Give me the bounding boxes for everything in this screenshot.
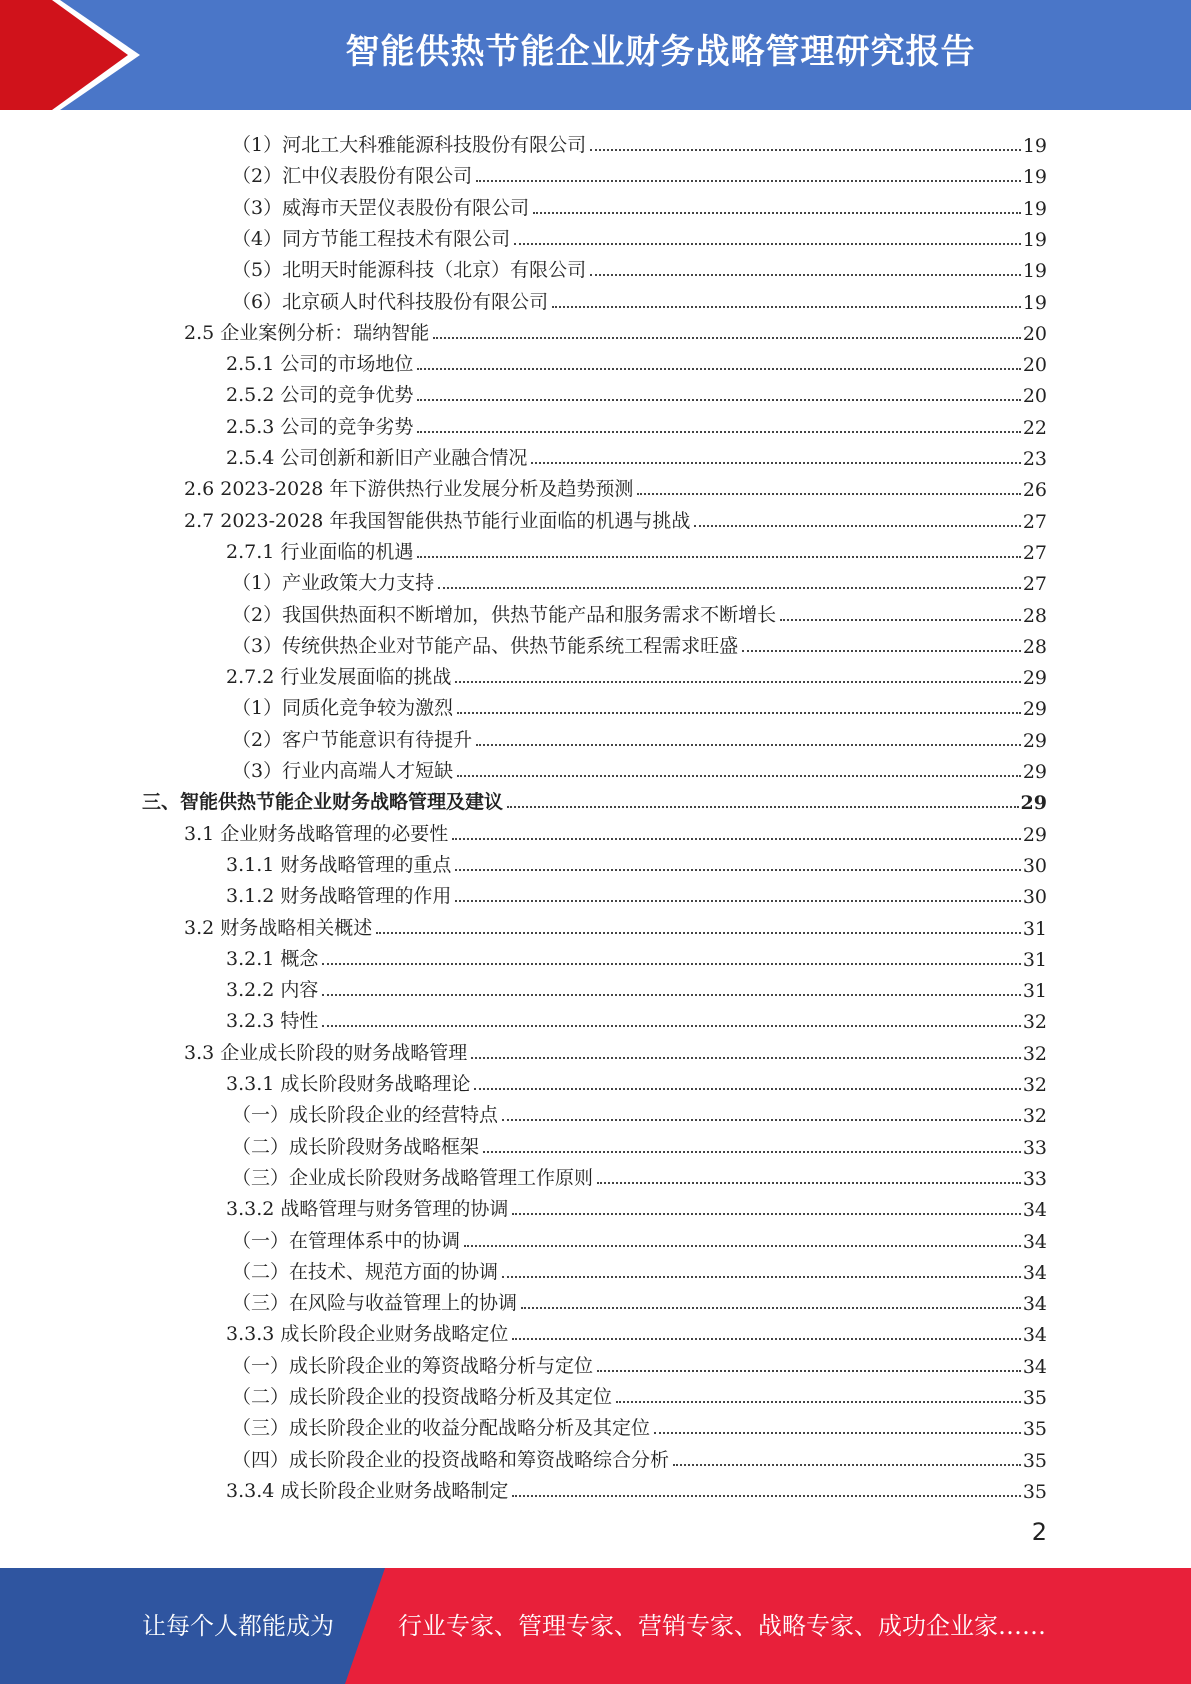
toc-entry-page: 20 [1022,354,1047,377]
toc-dot-leader [417,399,1020,401]
toc-entry-label: （1）产业政策大力支持 [232,572,435,595]
toc-entry[interactable] [232,564,1047,595]
toc-entry[interactable] [142,783,1047,814]
toc-entry-page: 29 [1022,761,1047,783]
toc-dot-leader [502,1276,1021,1278]
toc-dot-leader [483,1151,1021,1153]
toc-dot-leader [476,180,1021,182]
toc-entry-label: （三）企业成长阶段财务战略管理工作原则 [232,1166,594,1189]
toc-dot-leader [452,838,1021,840]
toc-entry-page: 35 [1022,1387,1047,1409]
toc-entry[interactable] [232,189,1047,220]
toc-dot-leader [521,1307,1021,1309]
toc-entry-label: 3.2 财务战略相关概述 [184,916,373,939]
toc-entry-page: 26 [1022,479,1047,502]
toc-entry[interactable] [226,1472,1047,1503]
toc-entry-page: 27 [1022,541,1047,564]
toc-entry-page: 29 [1022,823,1047,846]
toc-dot-leader [590,149,1021,151]
toc-entry-label: 3.3.2 战略管理与财务管理的协调 [226,1198,509,1221]
toc-entry-label: 2.7.2 行业发展面临的挑战 [226,666,452,689]
toc-entry-page: 34 [1022,1293,1047,1316]
toc-entry[interactable] [226,376,1047,407]
toc-entry-label: 3.1.2 财务战略管理的作用 [226,885,452,908]
page-header [0,0,1191,110]
toc-entry-page: 30 [1022,886,1047,909]
toc-entry[interactable] [226,1002,1047,1033]
toc-entry-label: 2.5.2 公司的竞争优势 [226,384,414,407]
report-title: 智能供热节能企业财务战略管理研究报告 [345,32,976,72]
toc-entry-page: 19 [1022,197,1047,220]
toc-entry-label: （6）北京硕人时代科技股份有限公司 [232,290,549,313]
toc-entry-page: 27 [1022,510,1047,533]
toc-entry-page: 31 [1022,948,1047,971]
toc-entry-label: （1）同质化竞争较为激烈 [232,697,454,720]
toc-entry-label: （2）汇中仪表股份有限公司 [232,165,473,188]
toc-entry-page: 35 [1022,1418,1047,1441]
toc-entry[interactable] [184,502,1047,533]
toc-entry[interactable] [232,1128,1047,1159]
toc-entry-label: （2）我国供热面积不断增加，供热节能产品和服务需求不断增长 [232,603,777,626]
toc-entry-label: 2.7 2023-2028 年我国智能供热节能行业面临的机遇与挑战 [184,509,691,532]
toc-dot-leader [742,650,1021,652]
toc-entry[interactable] [226,345,1047,376]
toc-entry-page: 34 [1022,1324,1047,1347]
toc-entry[interactable] [232,283,1047,314]
toc-entry-page: 19 [1022,260,1047,283]
toc-entry-label: （2）客户节能意识有待提升 [232,728,473,751]
toc-entry-label: （二）在技术、规范方面的协调 [232,1260,499,1283]
toc-dot-leader [464,1245,1021,1247]
toc-entry-page: 19 [1022,135,1047,157]
toc-entry-label: 3.1 企业财务战略管理的必要性 [184,822,449,845]
toc-entry[interactable] [232,627,1047,658]
toc-entry[interactable] [184,314,1047,345]
toc-entry-page: 35 [1022,1449,1047,1472]
toc-entry-page: 32 [1022,1105,1047,1128]
toc-entry-label: 三、智能供热节能企业财务战略管理及建议 [142,791,504,814]
toc-entry[interactable] [232,251,1047,282]
toc-entry-page: 19 [1022,166,1047,189]
toc-entry-label: 3.3.1 成长阶段财务战略理论 [226,1073,471,1095]
toc-entry-label: （3）威海市天罡仪表股份有限公司 [232,196,530,219]
toc-dot-leader [590,274,1021,276]
toc-entry-label: 3.3 企业成长阶段的财务战略管理 [184,1041,468,1064]
toc-dot-leader [507,806,1019,808]
toc-entry[interactable] [226,408,1047,439]
footer-slogan-left: 让每个人都能成为 [142,1612,334,1640]
toc-entry[interactable] [184,1034,1047,1065]
toc-entry[interactable] [226,877,1047,908]
toc-entry-page: 29 [1022,729,1047,752]
toc-dot-leader [417,556,1020,558]
toc-entry[interactable] [226,846,1047,877]
toc-dot-leader [552,306,1021,308]
toc-entry[interactable] [232,1378,1047,1409]
toc-entry-page: 34 [1022,1199,1047,1222]
toc-entry[interactable] [232,1441,1047,1472]
toc-entry-page: 35 [1022,1480,1047,1503]
toc-entry-label: （5）北明天时能源科技（北京）有限公司 [232,259,587,282]
toc-entry-page: 29 [1022,667,1047,690]
toc-entry-label: （二）成长阶段企业的投资战略分析及其定位 [232,1386,613,1408]
toc-entry-page: 28 [1022,635,1047,658]
toc-entry[interactable] [184,909,1047,940]
toc-dot-leader [597,1370,1021,1372]
toc-dot-leader [322,994,1020,996]
toc-dot-leader [376,932,1021,934]
toc-entry-page: 34 [1022,1230,1047,1253]
toc-dot-leader [502,1119,1021,1121]
toc-entry-label: 2.5 企业案例分析：瑞纳智能 [184,321,430,344]
toc-entry-page: 34 [1022,1261,1047,1284]
toc-dot-leader [471,1057,1021,1059]
toc-entry-page: 31 [1022,917,1047,940]
toc-entry[interactable] [226,533,1047,564]
toc-entry-label: 3.2.1 概念 [226,947,319,970]
toc-dot-leader [417,431,1020,433]
toc-entry-label: （三）在风险与收益管理上的协调 [232,1292,518,1315]
toc-entry[interactable] [232,1096,1047,1127]
toc-entry-page: 32 [1022,1011,1047,1034]
toc-entry[interactable] [226,971,1047,1002]
toc-entry[interactable] [226,1190,1047,1221]
toc-entry[interactable] [184,470,1047,501]
toc-entry-page: 20 [1022,385,1047,408]
toc-entry[interactable] [232,689,1047,720]
toc-entry-page: 22 [1022,416,1047,439]
toc-entry[interactable] [226,1065,1047,1096]
toc-dot-leader [514,243,1021,245]
toc-entry-label: 2.6 2023-2028 年下游供热行业发展分析及趋势预测 [184,478,634,501]
toc-entry-label: （1）河北工大科雅能源科技股份有限公司 [232,134,587,156]
toc-dot-leader [512,1495,1020,1497]
toc-entry[interactable] [226,940,1047,971]
toc-dot-leader [637,493,1020,495]
toc-entry-page: 34 [1022,1355,1047,1378]
toc-dot-leader [531,462,1020,464]
toc-entry[interactable] [232,1284,1047,1315]
toc-entry-label: （四）成长阶段企业的投资战略和筹资战略综合分析 [232,1448,670,1471]
toc-entry[interactable] [232,721,1047,752]
toc-entry-page: 33 [1022,1136,1047,1159]
toc-dot-leader [694,525,1020,527]
toc-entry-label: 3.2.2 内容 [226,979,319,1002]
toc-entry-label: （一）成长阶段企业的经营特点 [232,1104,499,1127]
toc-entry[interactable] [232,1159,1047,1190]
toc-entry-page: 20 [1022,322,1047,345]
toc-entry-page: 27 [1022,573,1047,596]
toc-entry-label: 3.3.4 成长阶段企业财务战略制定 [226,1479,509,1502]
toc-entry-label: 3.3.3 成长阶段企业财务战略定位 [226,1323,509,1346]
toc-entry[interactable] [232,1347,1047,1378]
toc-dot-leader [616,1401,1021,1403]
toc-entry-label: 2.5.4 公司创新和新旧产业融合情况 [226,447,528,469]
toc-entry[interactable] [232,752,1047,783]
toc-entry-label: 3.1.1 财务战略管理的重点 [226,853,452,876]
toc-entry-label: （三）成长阶段企业的收益分配战略分析及其定位 [232,1417,651,1440]
toc-entry-label: 3.2.3 特性 [226,1010,319,1033]
toc-entry-page: 31 [1022,980,1047,1003]
toc-entry-page: 32 [1022,1042,1047,1065]
toc-entry-label: （3）传统供热企业对节能产品、供热节能系统工程需求旺盛 [232,634,739,657]
toc-dot-leader [438,587,1021,589]
toc-entry-page: 29 [1020,792,1047,815]
toc-entry-page: 30 [1022,854,1047,877]
toc-entry-page: 23 [1022,448,1047,470]
toc-entry-label: 2.7.1 行业面临的机遇 [226,540,414,563]
toc-dot-leader [457,775,1021,777]
toc-entry[interactable] [232,220,1047,251]
toc-entry[interactable] [226,1315,1047,1346]
toc-dot-leader [322,1025,1020,1027]
toc-entry-label: （3）行业内高端人才短缺 [232,760,454,782]
toc-entry-label: （一）在管理体系中的协调 [232,1229,461,1252]
toc-dot-leader [457,712,1021,714]
toc-entry[interactable] [184,815,1047,846]
toc-entry-page: 28 [1022,604,1047,627]
toc-entry[interactable] [226,439,1047,470]
footer-slogan-right: 行业专家、管理专家、营销专家、战略专家、成功企业家…… [398,1612,1046,1640]
toc-entry-page: 29 [1022,698,1047,721]
toc-dot-leader [322,963,1020,965]
toc-dot-leader [476,744,1021,746]
toc-dot-leader [455,681,1020,683]
toc-dot-leader [533,212,1021,214]
toc-entry[interactable] [232,1222,1047,1253]
toc-entry[interactable] [232,596,1047,627]
toc-entry-label: （二）成长阶段财务战略框架 [232,1135,480,1158]
toc-dot-leader [417,368,1020,370]
toc-entry-label: 2.5.1 公司的市场地位 [226,353,414,376]
toc-entry[interactable] [232,126,1047,157]
toc-entry[interactable] [232,157,1047,188]
toc-dot-leader [433,337,1021,339]
toc-dot-leader [597,1182,1021,1184]
red-arrow-icon [0,0,160,110]
toc-entry[interactable] [232,1409,1047,1440]
toc-entry-label: （一）成长阶段企业的筹资战略分析与定位 [232,1354,594,1377]
toc-dot-leader [512,1213,1020,1215]
toc-dot-leader [455,869,1020,871]
page-number: 2 [1031,1518,1047,1546]
toc-dot-leader [780,619,1021,621]
toc-entry-label: （4）同方节能工程技术有限公司 [232,227,511,250]
toc-dot-leader [654,1432,1021,1434]
toc-entry-page: 19 [1022,291,1047,314]
toc-dot-leader [512,1338,1020,1340]
toc-entry[interactable] [232,1253,1047,1284]
toc-entry-page: 33 [1022,1167,1047,1190]
page-footer [0,1568,1191,1684]
toc-entry[interactable] [226,658,1047,689]
toc-dot-leader [474,1088,1020,1090]
toc-dot-leader [673,1464,1021,1466]
toc-entry-page: 19 [1022,228,1047,251]
toc-dot-leader [455,900,1020,902]
toc-entry-page: 32 [1022,1074,1047,1096]
toc-entry-label: 2.5.3 公司的竞争劣势 [226,415,414,438]
